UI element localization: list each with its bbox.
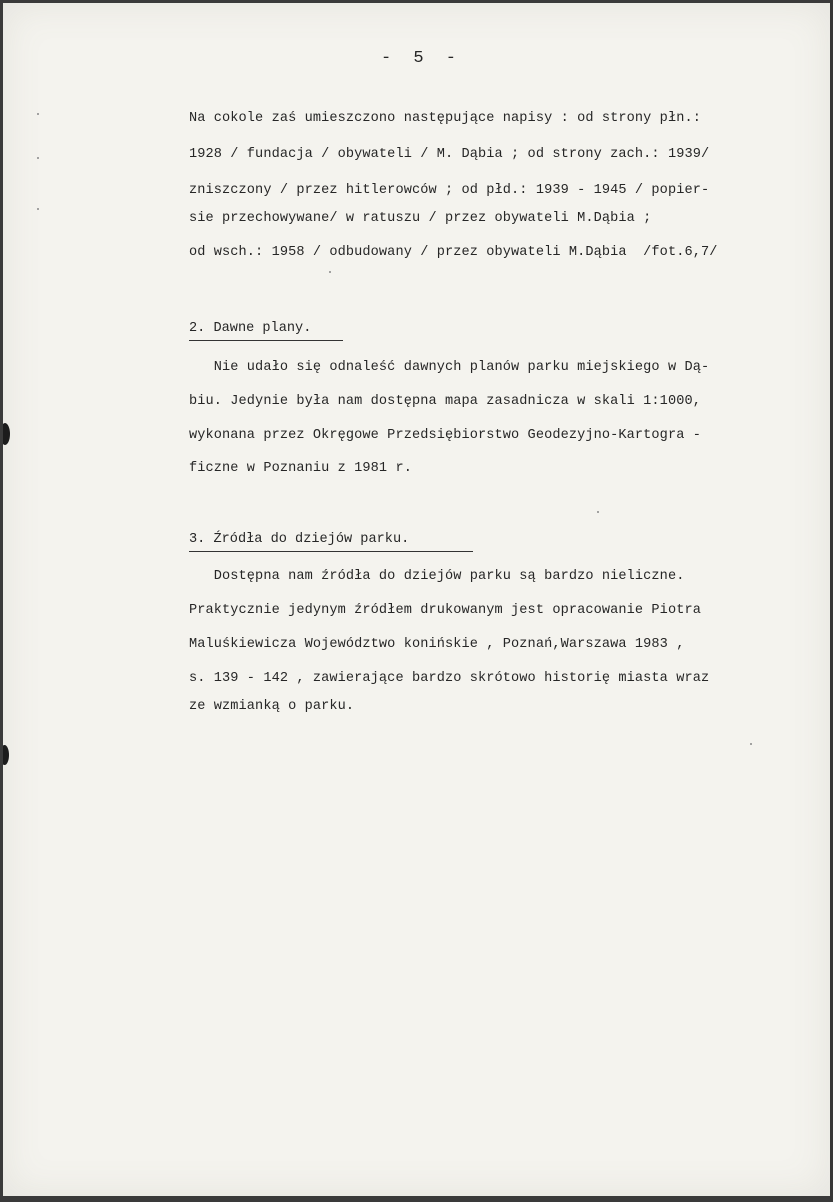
heading-underline bbox=[189, 340, 343, 341]
page-number: - 5 - bbox=[380, 49, 462, 68]
binder-hole-mark bbox=[3, 745, 9, 765]
paragraph-line: zniszczony / przez hitlerowców ; od płd.: 1939 - 1945 / popier- bbox=[189, 183, 710, 198]
paper-speck bbox=[750, 743, 752, 745]
paragraph-line: s. 139 - 142 , zawierające bardzo skrótowo historię miasta wraz bbox=[189, 671, 710, 686]
paper-speck bbox=[597, 511, 599, 513]
binder-hole-mark bbox=[3, 423, 10, 445]
paragraph-line: 1928 / fundacja / obywateli / M. Dąbia ; od strony zach.: 1939/ bbox=[189, 147, 710, 162]
section-heading-2: 2. Dawne plany. bbox=[189, 321, 312, 336]
paper-speck bbox=[37, 157, 39, 159]
paragraph-line: ze wzmianką o parku. bbox=[189, 699, 355, 714]
paragraph-line: Maluśkiewicza Województwo konińskie , Poznań,Warszawa 1983 , bbox=[189, 637, 685, 652]
paragraph-line: od wsch.: 1958 / odbudowany / przez obywateli M.Dąbia /fot.6,7/ bbox=[189, 245, 718, 260]
paragraph-line: Praktycznie jedynym źródłem drukowanym jest opracowanie Piotra bbox=[189, 603, 701, 618]
paragraph-line: biu. Jedynie była nam dostępna mapa zasadnicza w skali 1:1000, bbox=[189, 394, 701, 409]
paragraph-line: sie przechowywane/ w ratuszu / przez obywateli M.Dąbia ; bbox=[189, 211, 652, 226]
section-heading-3: 3. Źródła do dziejów parku. bbox=[189, 532, 410, 547]
paper-speck bbox=[329, 271, 331, 273]
paragraph-line: wykonana przez Okręgowe Przedsiębiorstwo Geodezyjno-Kartogra - bbox=[189, 428, 701, 443]
paragraph-line: ficzne w Poznaniu z 1981 r. bbox=[189, 461, 412, 476]
paper-speck bbox=[37, 113, 39, 115]
paragraph-line: Na cokole zaś umieszczono następujące napisy : od strony płn.: bbox=[189, 111, 701, 126]
paper-speck bbox=[37, 208, 39, 210]
paragraph-line: Dostępna nam źródła do dziejów parku są bardzo nieliczne. bbox=[189, 569, 685, 584]
heading-underline bbox=[189, 551, 473, 552]
paragraph-line: Nie udało się odnaleść dawnych planów parku miejskiego w Dą- bbox=[189, 360, 710, 375]
document-page bbox=[3, 3, 830, 1196]
